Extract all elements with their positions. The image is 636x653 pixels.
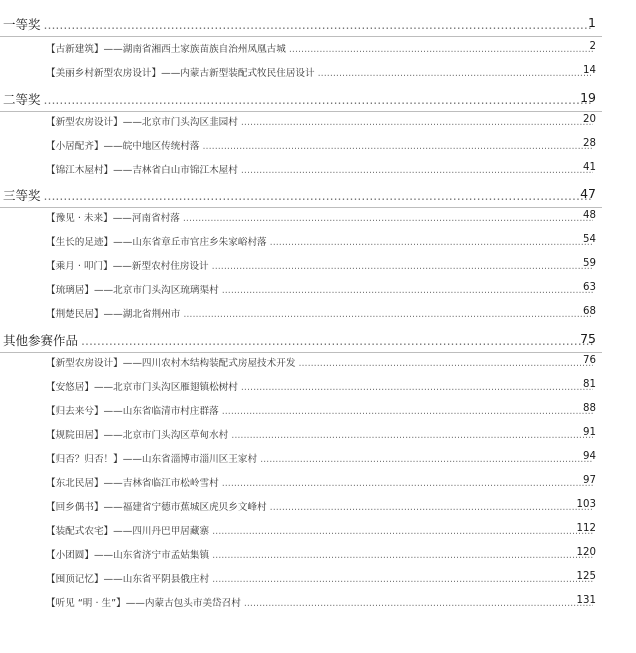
- entry-title: 【归否？归否！】——山东省淄博市淄川区王家村: [46, 454, 258, 465]
- entry-page-number: 63: [583, 282, 596, 293]
- toc-section-1[interactable]: [0, 15, 636, 37]
- toc-entry[interactable]: [0, 114, 636, 136]
- section-page-number: 19: [580, 90, 596, 105]
- entry-title: 【豫见 · 未来】——河南省村落: [46, 213, 180, 224]
- entry-title: 【新型农房设计】——北京市门头沟区韭园村: [46, 117, 238, 128]
- entry-page-number: 41: [583, 162, 596, 173]
- section-divider: [0, 352, 602, 353]
- dot-leader: [298, 358, 593, 369]
- entry-page-number: 59: [583, 258, 596, 269]
- section-page-number: 75: [580, 331, 596, 346]
- entry-page-number: 131: [576, 595, 596, 606]
- toc-section-4[interactable]: [0, 331, 636, 353]
- entry-title: 【荆楚民居】——湖北省荆州市: [46, 309, 181, 320]
- entry-page-number: 120: [576, 547, 596, 558]
- section-page-number: 47: [580, 186, 596, 201]
- dot-leader: [318, 68, 593, 79]
- toc-entry[interactable]: [0, 355, 636, 377]
- entry-page-number: 112: [576, 523, 596, 534]
- dot-leader: [270, 502, 593, 513]
- toc-entry[interactable]: [0, 499, 636, 521]
- toc-entry[interactable]: [0, 523, 636, 545]
- dot-leader: [270, 237, 593, 248]
- toc-entry[interactable]: [0, 210, 636, 232]
- dot-leader: [222, 406, 593, 417]
- toc-entry[interactable]: [0, 306, 636, 328]
- entry-title: 【古新建筑】——湖南省湘西土家族苗族自治州凤凰古城: [46, 44, 286, 55]
- entry-page-number: 97: [583, 475, 596, 486]
- section-title: 其他参赛作品: [3, 333, 79, 348]
- toc-entry[interactable]: [0, 162, 636, 184]
- dot-leader: [44, 92, 593, 107]
- dot-leader: [183, 213, 593, 224]
- entry-page-number: 20: [583, 114, 596, 125]
- toc-entry[interactable]: [0, 403, 636, 425]
- entry-page-number: 28: [583, 138, 596, 149]
- entry-page-number: 48: [583, 210, 596, 221]
- section-divider: [0, 36, 602, 37]
- toc-entry[interactable]: [0, 427, 636, 449]
- dot-leader: [212, 574, 593, 585]
- entry-page-number: 68: [583, 306, 596, 317]
- toc-entry[interactable]: [0, 451, 636, 473]
- dot-leader: [241, 165, 593, 176]
- section-title: 三等奖: [3, 188, 41, 203]
- toc-entry[interactable]: [0, 595, 636, 617]
- entry-page-number: 91: [583, 427, 596, 438]
- section-divider: [0, 207, 602, 208]
- toc-entry[interactable]: [0, 475, 636, 497]
- dot-leader: [222, 478, 593, 489]
- entry-title: 【规院田居】——北京市门头沟区草甸水村: [46, 430, 229, 441]
- section-title: 二等奖: [3, 92, 41, 107]
- dot-leader: [44, 188, 593, 203]
- entry-title: 【装配式农宅】——四川丹巴甲居藏寨: [46, 526, 210, 537]
- toc-entry[interactable]: [0, 234, 636, 256]
- entry-title: 【归去来兮】——山东省临清市村庄群落: [46, 406, 219, 417]
- dot-leader: [203, 141, 594, 152]
- section-page-number: 1: [588, 15, 596, 30]
- toc-entry[interactable]: [0, 138, 636, 160]
- entry-title: 【囤顶记忆】——山东省平阴县俄庄村: [46, 574, 210, 585]
- dot-leader: [212, 526, 593, 537]
- entry-page-number: 125: [576, 571, 596, 582]
- dot-leader: [241, 117, 593, 128]
- entry-title: 【锦江木屋村】——吉林省白山市锦江木屋村: [46, 165, 238, 176]
- entry-page-number: 14: [583, 65, 596, 76]
- toc-section-2[interactable]: [0, 90, 636, 112]
- toc-entry[interactable]: [0, 571, 636, 593]
- dot-leader: [260, 454, 593, 465]
- toc-section-3[interactable]: [0, 186, 636, 208]
- toc-entry[interactable]: [0, 282, 636, 304]
- entry-title: 【琉璃居】——北京市门头沟区琉璃渠村: [46, 285, 219, 296]
- dot-leader: [183, 309, 593, 320]
- entry-title: 【小居配齐】——皖中地区传统村落: [46, 141, 200, 152]
- entry-page-number: 54: [583, 234, 596, 245]
- dot-leader: [212, 550, 593, 561]
- entry-title: 【回乡偶书】——福建省宁德市蕉城区虎贝乡文峰村: [46, 502, 267, 513]
- entry-title: 【东北民居】——吉林省临江市松岭雪村: [46, 478, 219, 489]
- section-divider: [0, 111, 602, 112]
- toc-entry[interactable]: [0, 258, 636, 280]
- toc-entry[interactable]: [0, 65, 636, 87]
- dot-leader: [212, 261, 593, 272]
- entry-page-number: 2: [589, 41, 596, 52]
- dot-leader: [81, 333, 593, 348]
- dot-leader: [231, 430, 593, 441]
- entry-page-number: 88: [583, 403, 596, 414]
- entry-title: 【安悠居】——北京市门头沟区雁翅镇松树村: [46, 382, 238, 393]
- entry-title: 【新型农房设计】——四川农村木结构装配式房屋技术开发: [46, 358, 296, 369]
- dot-leader: [44, 17, 593, 32]
- entry-title: 【美丽乡村新型农房设计】——内蒙古新型装配式牧民住居设计: [46, 68, 315, 79]
- entry-page-number: 94: [583, 451, 596, 462]
- toc-entry[interactable]: [0, 41, 636, 63]
- dot-leader: [289, 44, 593, 55]
- entry-title: 【生长的足迹】——山东省章丘市官庄乡朱家峪村落: [46, 237, 267, 248]
- entry-title: 【乘月 · 叩门】——新型农村住房设计: [46, 261, 209, 272]
- section-title: 一等奖: [3, 17, 41, 32]
- dot-leader: [222, 285, 593, 296]
- entry-page-number: 76: [583, 355, 596, 366]
- entry-title: 【小团圆】——山东省济宁市孟姑集镇: [46, 550, 210, 561]
- entry-title: 【听见 “明 · 生”】——内蒙古包头市美岱召村: [46, 598, 241, 609]
- dot-leader: [244, 598, 593, 609]
- entry-page-number: 103: [576, 499, 596, 510]
- entry-page-number: 81: [583, 379, 596, 390]
- dot-leader: [241, 382, 593, 393]
- toc-entry[interactable]: [0, 379, 636, 401]
- toc-entry[interactable]: [0, 547, 636, 569]
